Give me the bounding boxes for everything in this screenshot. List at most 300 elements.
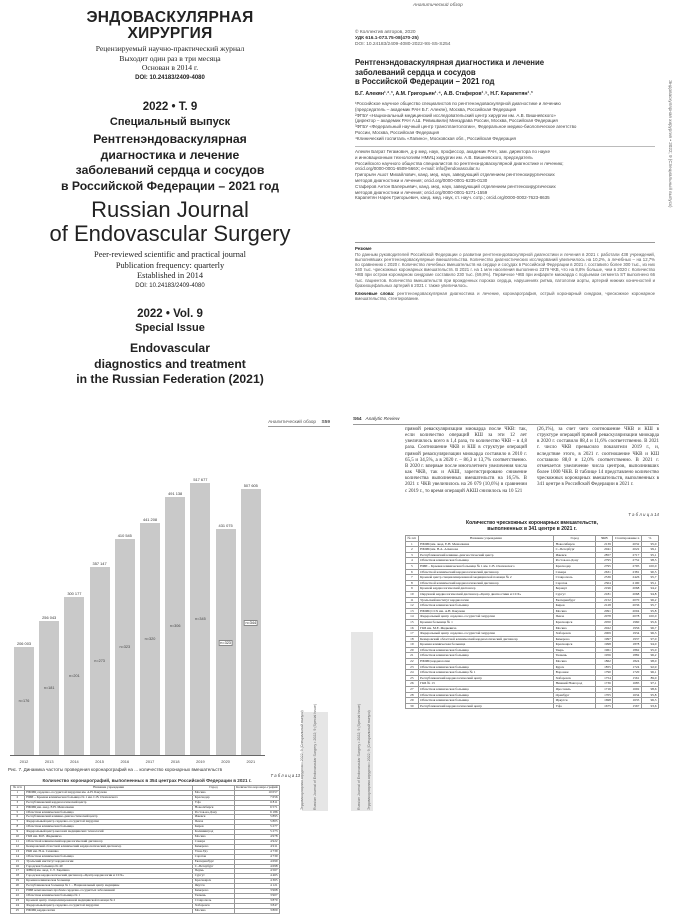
table-cell: Хабаровск	[554, 631, 596, 637]
table-cell: Воронеж	[554, 670, 596, 676]
running-side-label: Эндоваскулярная хирургия • 2022; 9 (Специальный выпуск)	[668, 80, 673, 208]
table-cell: 100,0	[641, 563, 658, 569]
table-cell: 95,8	[641, 692, 658, 698]
table-cell: Якутск	[193, 884, 234, 889]
text-column-2: (26,1%), за счет чего соотношение ЧКВ и КШ в структуре операций прямой реваскуляризации миокарда в 2020 г. составило 88,4 и 11,6% соответственно. В 2021 г. число ЧКВ превысило показатели 2019 г., и, вследствие этого, в 2021 г. соотношение ЧКВ и КШ составило 88,0 и 12,0% соответственно. В 2021 г. отмечается увеличение числа центров, выполнивших более 1000 ЧКВ. В таблице 14 представлено количество чрескожных коронарных вмешательств, выполненных в 341 центре в Российской Федерации в 2021 г.	[537, 427, 659, 488]
table-header-cell: № п/п	[11, 786, 25, 791]
x-tick-label: 2012	[19, 759, 29, 764]
table-cell: Тверь	[554, 647, 596, 653]
table-cell: Республиканский клинико-диагностический центр	[24, 815, 193, 820]
table-cell: 1934	[613, 631, 641, 637]
table-cell: 30	[406, 703, 419, 709]
table-cell: 1	[11, 790, 25, 795]
table-cell: Екатеринбург	[193, 859, 234, 864]
table-cell: 1634	[613, 692, 641, 698]
bar-value-label: 357 147	[92, 561, 107, 567]
table-cell: 2068	[613, 586, 641, 592]
table-cell: Краевой кардиологический диспансер	[418, 586, 553, 592]
table-cell: 1956	[596, 653, 613, 659]
table-cell: 4 699	[234, 859, 279, 864]
table-cell: 98,0	[641, 659, 658, 665]
bar-value-label: 206 003	[16, 640, 32, 646]
table-cell: Областная клиническая больница	[24, 825, 193, 830]
table-cell: Иркутск	[554, 698, 596, 704]
table-cell: Областная клиническая больница	[418, 664, 553, 670]
table-cell: 24	[11, 903, 25, 908]
table-cell: 96,1	[641, 670, 658, 676]
table-cell: 4	[11, 805, 25, 810]
table-cell: 3	[406, 552, 419, 558]
table-cell: Областная клиническая больница	[418, 558, 553, 564]
table-cell: Республиканский кардиологический центр	[24, 800, 193, 805]
table-cell: Областная клиническая больница	[418, 603, 553, 609]
x-tick-label: 2019	[196, 759, 205, 764]
table-cell: Краевая клиническая больница	[24, 879, 193, 884]
table-cell: Областная клиническая больница	[24, 854, 193, 859]
cover-special-ru: Специальный выпуск	[109, 116, 231, 128]
bar-center-count: n=323	[220, 640, 231, 645]
pci-table	[405, 535, 659, 709]
table-cell: Республиканский кардиологический центр	[418, 675, 553, 681]
table-cell: Киров	[554, 603, 596, 609]
article-authors: Б.Г. Алекян¹˒²˒³, А.М. Григорьян¹˒⁴, А.В. Стаферов¹˒⁵, Н.Г. Карапетян¹˒³	[355, 91, 533, 97]
table-cell: 1956	[613, 625, 641, 631]
table-cell: 5 277	[234, 825, 279, 830]
table-header-cell: %	[641, 536, 658, 542]
table-cell: 3 800	[234, 908, 279, 913]
table-cell: Республиканский клинико-диагностический центр	[418, 552, 553, 558]
table-cell: 29	[406, 698, 419, 704]
cover-topic-en: Endovascular diagnostics and treatment in the Russian Federation (2021)	[76, 341, 264, 386]
table-cell: 7 656	[234, 795, 279, 800]
table-cell: С.-Петербург	[554, 547, 596, 553]
page-header: Аналитический обзор S59	[268, 420, 330, 425]
table-cell: НИИ – Краевая клиническая больница № 1 им. С.В. Очаповского	[24, 795, 193, 800]
table-cell: 99,1	[641, 547, 658, 553]
table-cell: 2857	[596, 552, 613, 558]
table-cell: 6	[11, 815, 25, 820]
cover-doi-en: DOI: 10.24183/2409-4080	[135, 283, 205, 289]
table-cell: 2139	[596, 541, 613, 547]
table-cell: НМИЦ им. В.А. Алмазова	[418, 547, 553, 553]
running-side-label-1: Эндоваскулярная хирургия • 2022; 9 (Специальный выпуск)	[300, 710, 304, 810]
table-cell: 1961	[596, 647, 613, 653]
table-cell: 4 978	[234, 835, 279, 840]
table-cell: Кемерово	[193, 844, 234, 849]
table-cell: 5 805	[234, 820, 279, 825]
table-cell: 20	[406, 647, 419, 653]
table-cell: 2070	[613, 597, 641, 603]
table-cell: 1862	[596, 659, 613, 665]
table-cell: Ставрополь	[554, 575, 596, 581]
table-cell: Улан-Удэ	[193, 849, 234, 854]
table-cell: 4 730	[234, 854, 279, 859]
table-cell: 98,5	[641, 558, 658, 564]
table-cell: Федеральный центр высоких медицинских технологий	[24, 830, 193, 835]
bar-center-count: n=273	[94, 659, 105, 664]
article-abstract: Резюме По данным руководителей Российской Федерации о развитии рентгенэндоваскулярной диагностики и лечения в 2021 г. работали 438 учреждений, выполнявших рентгенэндоваскулярные вмешательства. Количество диагностических исследований увеличилось на 10,2%, а лечебных – на 12,7% по сравнению с 2020 г. Количество лечебных вмешательств на сердце и сосудах в Российской Федерации в 2021 г. составило более 300 тыс., из них 340 тыс. чрескожных коронарных вмешательств. В 2021 г. на 1 млн населения выполнено 2379 ЧКВ, что на 8,8% больше, чем в 2020 г. Количество ЧКВ при остром коронарном синдроме составило 230 тыс. (69,8%). Первичное ЧКВ при инфаркте миокарда с подъемом сегмента ST выполнено 66 тыс. пациентов. Количество вмешательств при врожденных пороках сердца, нарушениях ритма, патологии аорты, артерий нижних конечностей и брахиоцефальных артерий в 2021 г. также увеличилось. Ключевые слова: рентгенэндоваскулярная диагностика и лечение, коронарография, острый коронарный синдром, чрескожное коронарное вмешательство, стентирование.	[355, 242, 655, 392]
table-cell: 2631	[596, 569, 613, 575]
table-cell: Уфа	[193, 800, 234, 805]
table-cell: Москва	[193, 835, 234, 840]
table-cell: Окружной кардиологический диспансер «Центр диагностики и ССХ»	[418, 591, 553, 597]
table-cell: Красноярск	[554, 642, 596, 648]
chart-page	[0, 412, 340, 912]
table-cell: 90,5	[641, 569, 658, 575]
bar-value-label: 507 605	[243, 482, 258, 488]
table-cell: 18	[406, 636, 419, 642]
table-cell: 4 911	[234, 844, 279, 849]
table-cell: Самара	[193, 839, 234, 844]
table-cell: 1705	[596, 692, 613, 698]
table-cell: 21	[406, 653, 419, 659]
table-cell: 9	[406, 586, 419, 592]
table-cell: 1685	[613, 681, 641, 687]
table-cell: 94,8	[641, 591, 658, 597]
table-cell: 2	[11, 795, 25, 800]
table-cell: 22	[406, 659, 419, 665]
table-cell: 2795	[596, 563, 613, 569]
table-cell: 1855	[596, 664, 613, 670]
table-cell: 2795	[596, 558, 613, 564]
table-cell: 1567	[613, 703, 641, 709]
cover-subtitle-en: Peer-reviewed scientific and practical journal Publication frequency: quarterly Established in 2014	[94, 250, 246, 280]
table-cell: 2181	[596, 591, 613, 597]
table-cell: ФНКЦ им. акад. С.Т. Зацепина	[24, 869, 193, 874]
table-cell: 5 895	[234, 815, 279, 820]
table-header-cell: Город	[554, 536, 596, 542]
table-cell: Саратов	[193, 854, 234, 859]
table-cell: 96,7	[641, 625, 658, 631]
figure-caption: Рис. 7. Динамика частоты проведения коронарографий на ... количество коронарных вмешательств	[8, 767, 223, 772]
table-cell: 2004	[613, 608, 641, 614]
table-cell: Уральский институт кардиологии	[418, 597, 553, 603]
table-cell: 94,0	[641, 642, 658, 648]
bar-center-count: n=306	[169, 624, 181, 629]
table-cell: Областная клиническая больница	[418, 647, 553, 653]
table-cell: НМИЦ сердечно-сосудистой хирургии им. А.Н. Бакулева	[24, 790, 193, 795]
table-cell: 15	[11, 859, 25, 864]
article-first-page	[343, 0, 681, 410]
table-cell: 2022	[596, 625, 613, 631]
table-cell: 10	[406, 591, 419, 597]
x-tick-label: 2014	[70, 759, 79, 764]
table-cell: ГКБ № 13	[418, 681, 553, 687]
table-cell: 2032	[613, 541, 641, 547]
table-cell: 2	[406, 547, 419, 553]
table-cell: Федеральный центр сердечно-сосудистой хирургии	[24, 903, 193, 908]
table-cell: Областная клиническая больница	[418, 687, 553, 693]
table-cell: 23	[11, 898, 25, 903]
cover-title-en: Russian Journal of Endovascular Surgery	[49, 197, 291, 246]
table-cell: 94,2	[641, 586, 658, 592]
table-cell: Сургут	[554, 591, 596, 597]
table-cell: 14	[11, 854, 25, 859]
table-cell: 1998	[596, 642, 613, 648]
table-cell: Республиканская больница № 1 – Национальный центр медицины	[24, 884, 193, 889]
table-cell: Ставрополь	[193, 898, 234, 903]
table-cell: 2050	[596, 619, 613, 625]
table-cell: 8	[11, 825, 25, 830]
table-cell: 22	[11, 893, 25, 898]
table-cell: 1878	[613, 642, 641, 648]
bar-center-count: n=323	[119, 645, 131, 650]
section-label: Аналитический обзор	[413, 3, 463, 8]
page-header: S64 Analytic Review	[353, 417, 400, 422]
running-side-label-2: Russian Journal of Endovascular Surgery • 2022; 9 (Special Issue)	[313, 703, 317, 810]
table-cell: НМИЦ им. акад. Е.Н. Мешалкина	[418, 541, 553, 547]
table-cell: 96,2	[641, 597, 658, 603]
table-cell: 97,0	[641, 636, 658, 642]
table-cell: Хабаровск	[554, 675, 596, 681]
table-cell: 1882	[613, 653, 641, 659]
table-cell: 7	[11, 820, 25, 825]
table-cell: Областная клиническая больница № 1	[24, 893, 193, 898]
table-cell: 1790	[596, 670, 613, 676]
table-cell: 1862	[613, 647, 641, 653]
table-cell: 1724	[613, 664, 641, 670]
table-cell: 100,0	[641, 614, 658, 620]
table-cell: Ижевск	[193, 815, 234, 820]
table-cell: Краснодар	[554, 563, 596, 569]
table-cell: Областная клиническая больница	[418, 653, 553, 659]
table-cell: 1	[406, 541, 419, 547]
bar-center-count: n=176	[18, 698, 30, 703]
running-side-label-1: Russian Journal of Endovascular Surgery • 2022; 9 (Special Issue)	[357, 703, 361, 810]
table-cell: Уральский институт кардиологии	[24, 859, 193, 864]
table-cell: 4 922	[234, 839, 279, 844]
table-cell: 23	[406, 664, 419, 670]
bar-center-count: n=201	[69, 674, 80, 679]
table-cell: Кемерово	[554, 636, 596, 642]
table-cell: 96,2	[641, 653, 658, 659]
table-cell: 9	[11, 830, 25, 835]
table-cell: 6 571	[234, 805, 279, 810]
table-cell: 95,0	[641, 541, 658, 547]
table-cell: 2041	[596, 547, 613, 553]
table-cell: Федеральный центр сердечно-сосудистой хирургии	[418, 614, 553, 620]
table-cell: 24	[406, 670, 419, 676]
table-cell: 11	[406, 597, 419, 603]
table-cell: 2068	[613, 591, 641, 597]
table-cell: 2304	[596, 580, 613, 586]
table-cell: 1736	[596, 681, 613, 687]
table-cell: 95,6	[641, 619, 658, 625]
table-cell: 21	[11, 889, 25, 894]
table-cell: 2022	[613, 547, 641, 553]
table-cell: 1716	[596, 687, 613, 693]
x-tick-label: 2015	[95, 759, 104, 764]
table-cell: НМИЦ кардиологии	[418, 659, 553, 665]
text-column-1: прямой реваскуляризации миокарда после ЧКВ: так, если количество операций КШ за эти 12 лет увеличилось всего в 1,4 раза, то количество ЧКВ – в 4,8 раза. Соотношение ЧКВ и КШ в структуре операций прямой реваскуляризации миокарда составило в 2010 г. 65,5 и 34,5%, а в 2020 г. – 86,3 и 13,7% соответственно. В 2020 г. впервые после многолетнего увеличения числа как ЧКВ, так и АКШ, зарегистрировано снижение количества выполненных вмешательств на 16,5%. В 2021 г. ЧКВ увеличилось на 26 079 (10,6%) в сравнении с 2019 г., то время операций АКШ снизилось на 10 521	[405, 427, 527, 494]
table-cell: Городская больница № 40	[24, 864, 193, 869]
article-table-page	[343, 412, 681, 811]
table-cell: РКБ им. Н.А. Семашко	[24, 849, 193, 854]
author-contacts: Алекян Баграт Гегамович, д-р мед. наук, профессор, академик РАН, зам. директора по науке и инновационным технологиям НМИЦ хирургии им. А.В. Вишневского, председатель Российского научного общества специалистов по рентгенэндоваскулярной диагностике и лечению; orcid.org/0000-0001-6509-566X; e-mail: info@endovascular.ru Григорьян Ашот Михайлович, канд. мед. наук, заведующий отделением рентгенохирургических методов диагностики и лечения; orcid.org/0000-0001-6235-0130 Стаферов Антон Валерьевич, канд. мед. наук, заведующий отделением рентгенохирургических методов диагностики и лечения; orcid.org/0000-0001-5271-1559 Карапетян Нарек Григорьевич, канд. мед. наук, ст. науч. сотр.; orcid.org/0000-0002-7623-8635	[355, 146, 655, 201]
table-cell: 2196	[596, 586, 613, 592]
x-tick-label: 2017	[145, 759, 155, 764]
table-cell: 4 567	[234, 869, 279, 874]
table-cell: 28	[406, 692, 419, 698]
table-cell: Республиканский кардиологический центр	[418, 703, 553, 709]
table-cell: Москва	[193, 908, 234, 913]
table-cell: 1997	[596, 636, 613, 642]
table-cell: 95,7	[641, 603, 658, 609]
table-cell: НИИ комплексных проблем сердечно-сосудистых заболеваний	[24, 889, 193, 894]
table-cell: 95,0	[641, 647, 658, 653]
table-cell: Кемерово	[193, 889, 234, 894]
cover-volume-ru: 2022 • Т. 9	[142, 101, 198, 113]
table-cell: 97,1	[641, 681, 658, 687]
table-cell: ГКБ им. М.Е. Жадкевича	[24, 835, 193, 840]
table-cell: 6	[406, 569, 419, 575]
table-cell: 4 121	[234, 884, 279, 889]
table-cell: НИИ – Краевая клиническая больница № 1 им. С.В. Очаповского	[418, 563, 553, 569]
bar-value-label: 441 208	[142, 517, 158, 523]
table-cell: Сургут	[193, 874, 234, 879]
table-header-cell: Название учреждения	[418, 536, 553, 542]
table-cell: 16	[11, 864, 25, 869]
table-cell: 5	[406, 563, 419, 569]
table-cell: Областная клиническая больница	[24, 810, 193, 815]
cover-topic-ru: Рентгенэндоваскулярная диагностика и лечение заболеваний сердца и сосудов в Российской Федерации – 2021 год	[61, 132, 279, 193]
table-cell: Красноярск	[554, 619, 596, 625]
table-number: Т а б л и ц а 13	[270, 773, 300, 778]
table-cell: 16	[406, 625, 419, 631]
table-cell: Пенза	[193, 820, 234, 825]
article-affiliations: ¹Российское научное общество специалистов по рентгенэндоваскулярной диагностике и лечению (председатель – академик РАН Б.Г. Алекян), Москва, Российская Федерация ²ФГБУ «Национальный медицинский исследовательский центр хирургии им. А.В. Вишневского» (директор – академик РАН А.Ш. Ревишвили) Минздрава России, Москва, Российская Федерация ³ФГБУ «Федеральный научный центр трансплантологии», Федеральное медико-биологическое агентство России, Москва, Российская Федерация ⁴Клинический госпиталь «Лапино», Московская обл., Российская Федерация	[355, 101, 577, 141]
table-cell: 92,9	[641, 664, 658, 670]
table-cell: 2536	[596, 575, 613, 581]
table-cell: Курск	[554, 664, 596, 670]
table-cell: Областная клиническая больница	[418, 698, 553, 704]
table-cell: 2009	[596, 631, 613, 637]
table-cell: Кемеровский областной клинический кардиологический диспансер	[418, 636, 553, 642]
article-meta: © Коллектив авторов, 2020 УДК 616.1-073.75-08(470-25) DOI: 10.24183/2409-4080-2022-9S-S5-S254	[355, 30, 451, 47]
table-cell: 89,0	[641, 675, 658, 681]
table-cell: 13	[406, 608, 419, 614]
table-cell: 10 057	[234, 790, 279, 795]
table-cell: 96,3	[641, 698, 658, 704]
table-cell: 17	[406, 631, 419, 637]
table-cell: Кемеровский областной клинический кардиологический диспансер	[24, 844, 193, 849]
table-cell: 2795	[613, 563, 641, 569]
table-header-cell: ЧКВ	[596, 536, 613, 542]
table-header-cell: № п/п	[407, 536, 417, 540]
table-cell: Саратов	[554, 580, 596, 586]
table-cell: 2717	[613, 552, 641, 558]
table-cell: Краевая больница № 1	[418, 619, 553, 625]
table-cell: Москва	[554, 659, 596, 665]
table-row	[406, 703, 659, 709]
table-cell: 11	[11, 839, 25, 844]
running-side-label-2: Эндоваскулярная хирургия • 2022; 9 (Специальный выпуск)	[367, 710, 371, 810]
table-cell: Уфа	[554, 703, 596, 709]
table-cell: С.-Петербург	[193, 864, 234, 869]
table-cell: 10	[11, 835, 25, 840]
table-cell: 1675	[596, 703, 613, 709]
table-cell: Москва	[554, 608, 596, 614]
table-cell: 1754	[596, 675, 613, 681]
bar-value-label: 256 043	[42, 614, 57, 620]
table-cell: Ярославль	[554, 687, 596, 693]
table-cell: 95,1	[641, 580, 658, 586]
table-cell: Барнаул	[554, 586, 596, 592]
table-cell: 1960	[613, 619, 641, 625]
table-cell: 5 273	[234, 830, 279, 835]
table-cell: 2091	[596, 608, 613, 614]
table-cell: 1824	[613, 659, 641, 665]
table-cell: НМИЦ кардиологии	[24, 908, 193, 913]
table-cell: 1698	[596, 698, 613, 704]
table-cell: Областной клинический кардиологический диспансер	[418, 580, 553, 586]
table-cell: 1561	[613, 675, 641, 681]
bar-center-count: n=344	[245, 620, 257, 625]
table-cell: 2128	[596, 603, 613, 609]
table-number: Т а б л и ц а 14	[628, 512, 659, 517]
table-cell: Новосибирск	[193, 805, 234, 810]
table-cell: 95,1	[641, 552, 658, 558]
cover-volume-en: 2022 • Vol. 9	[137, 308, 203, 320]
table-cell: Областной клинический кардиологический диспансер	[418, 569, 553, 575]
table-cell: 1692	[613, 687, 641, 693]
table-cell: 1937	[613, 636, 641, 642]
table-cell: 2426	[613, 575, 641, 581]
table-cell: 13	[11, 849, 25, 854]
x-tick-label: 2016	[120, 759, 130, 764]
table-cell: 93,6	[641, 703, 658, 709]
table-cell: Ростов-на-Дону	[554, 558, 596, 564]
table-cell: Ростов-на-Дону	[193, 810, 234, 815]
table-cell: 4 465	[234, 874, 279, 879]
table-cell: 4 739	[234, 849, 279, 854]
table-cell: 18	[11, 874, 25, 879]
table-cell: Пермь	[193, 869, 234, 874]
table-cell: 26	[406, 681, 419, 687]
table-cell: 7	[406, 575, 419, 581]
table-cell: Федеральный центр сердечно-сосудистой хирургии	[418, 631, 553, 637]
x-tick-label: 2018	[170, 759, 180, 764]
table-cell: 2381	[613, 569, 641, 575]
x-tick-label: 2020	[221, 759, 230, 764]
bar-value-label: 410 545	[117, 533, 132, 539]
table-cell: Нижний Новгород	[554, 681, 596, 687]
table-cell: Екатеринбург	[554, 597, 596, 603]
table-cell: 1635	[613, 698, 641, 704]
bar-value-label: 491 138	[168, 491, 183, 497]
table-cell: 14	[406, 614, 419, 620]
table-cell: 96,3	[641, 631, 658, 637]
cover-doi-ru: DOI: 10.24183/2409-4080	[135, 75, 205, 81]
bar-value-label: 431 075	[218, 522, 233, 528]
table-cell: 17	[11, 869, 25, 874]
table-cell: 3 968	[234, 889, 279, 894]
table-cell: Красноярск	[193, 879, 234, 884]
table-cell: 95,7	[641, 575, 658, 581]
table-header-cell: Город	[193, 786, 234, 791]
bar-value-label: 300 177	[67, 591, 82, 597]
table-title: Количество чрескожных коронарных вмешательств, выполненных в 341 центре в 2021 г.	[466, 520, 598, 533]
x-tick-label: 2021	[246, 759, 256, 764]
table-cell: 3	[11, 800, 25, 805]
table-cell: 5	[11, 810, 25, 815]
table-cell: 4	[406, 558, 419, 564]
table-cell: 15	[406, 619, 419, 625]
table-cell: Киров	[193, 825, 234, 830]
table-cell: ГКБ им. М.Е. Жадкевича	[418, 625, 553, 631]
table-cell: Областная клиническая больница № 1	[418, 670, 553, 676]
table-row	[11, 908, 280, 913]
